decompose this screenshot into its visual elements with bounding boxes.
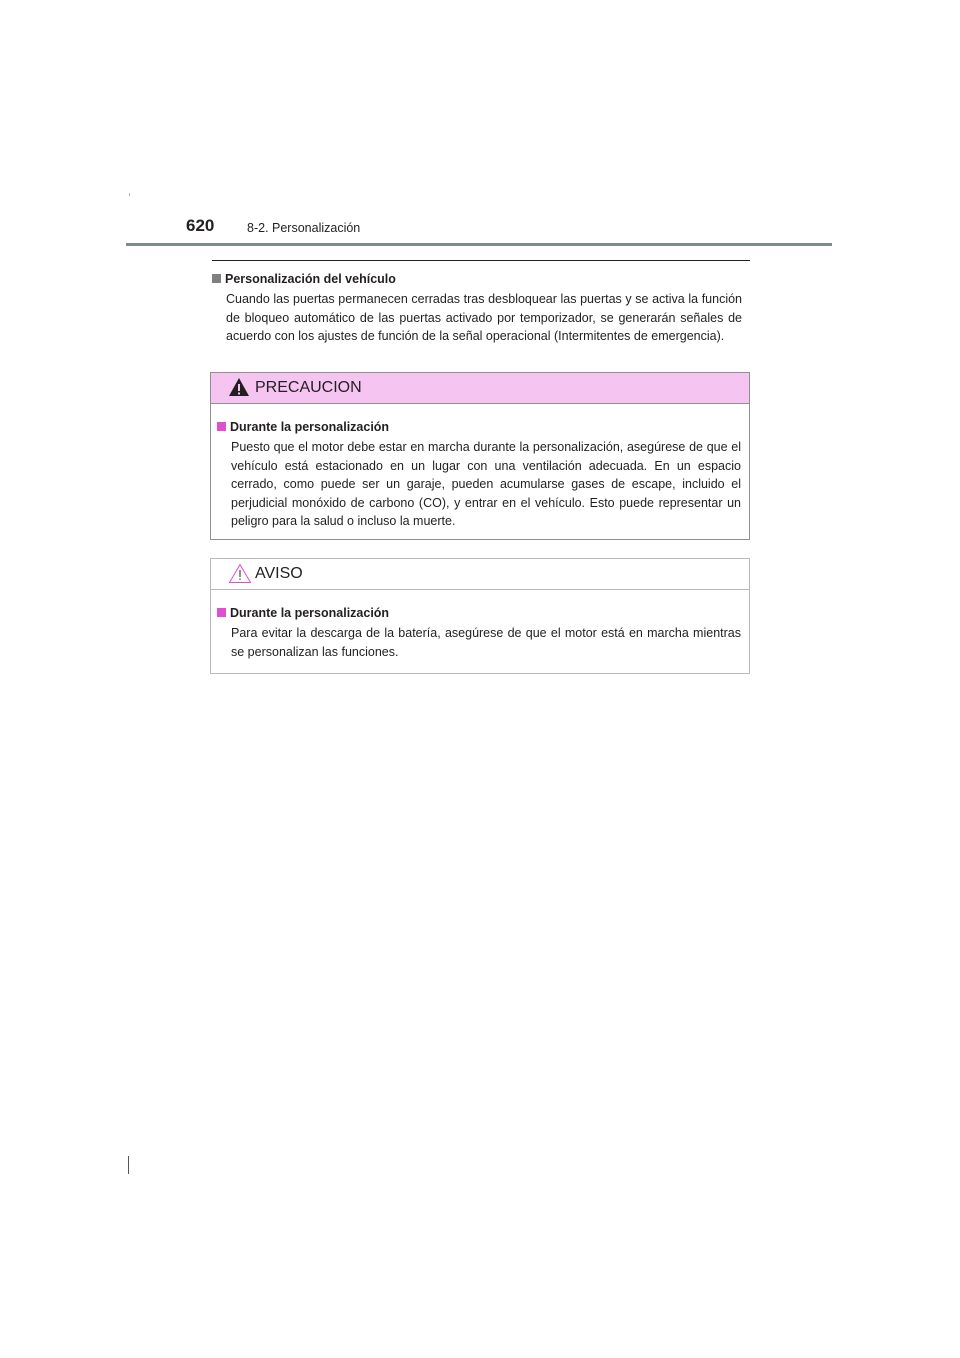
section-paragraph: Cuando las puertas permanecen cerradas tras desbloquear las puertas y se activa la función de bloqueo automático de las puertas activado por temporizador, se generarán señales de acuerdo con los ajustes de función de la señal operacional (Intermitentes de emergencia). <box>226 292 742 343</box>
precaucion-body <box>211 404 749 531</box>
square-bullet-icon <box>212 274 221 283</box>
aviso-body <box>211 590 749 661</box>
precaucion-paragraph: Puesto que el motor debe estar en marcha durante la personalización, asegúrese de que el vehículo está estacionado en un lugar con una ventilación adecuada. En un espacio cerrado, como puede ser un garaje, pueden acumularse gases de escape, incluido el perjudicial monóxido de carbono (CO), y entrar en el vehículo. Esto puede representar un peligro para la salud o incluso la muerte. <box>231 440 741 528</box>
warning-triangle-filled-icon <box>228 377 250 397</box>
aviso-title: AVISO <box>255 565 303 582</box>
vehicle-customization-section <box>212 270 742 346</box>
header-rule <box>126 243 832 246</box>
precaucion-header <box>211 373 749 404</box>
crop-mark <box>129 193 130 196</box>
aviso-header <box>211 559 749 590</box>
aviso-box <box>210 558 750 674</box>
section-title: 8-2. Personalización <box>247 221 361 235</box>
aviso-heading-text: Durante la personalización <box>230 606 390 620</box>
aviso-heading <box>217 604 741 622</box>
precaucion-heading <box>217 418 741 436</box>
square-bullet-icon <box>217 422 226 431</box>
precaucion-title: PRECAUCION <box>255 379 362 396</box>
aviso-paragraph: Para evitar la descarga de la batería, asegúrese de que el motor está en marcha mientras se personalizan las funciones. <box>231 626 741 659</box>
precaucion-heading-text: Durante la personalización <box>230 420 390 434</box>
crop-mark <box>128 1156 129 1174</box>
section-heading-text: Personalización del vehículo <box>225 272 396 286</box>
page-number: 620 <box>186 216 215 235</box>
square-bullet-icon <box>217 608 226 617</box>
precaucion-box <box>210 372 750 540</box>
section-heading <box>212 270 742 288</box>
section-divider <box>212 260 750 261</box>
warning-triangle-outline-icon <box>228 563 252 584</box>
